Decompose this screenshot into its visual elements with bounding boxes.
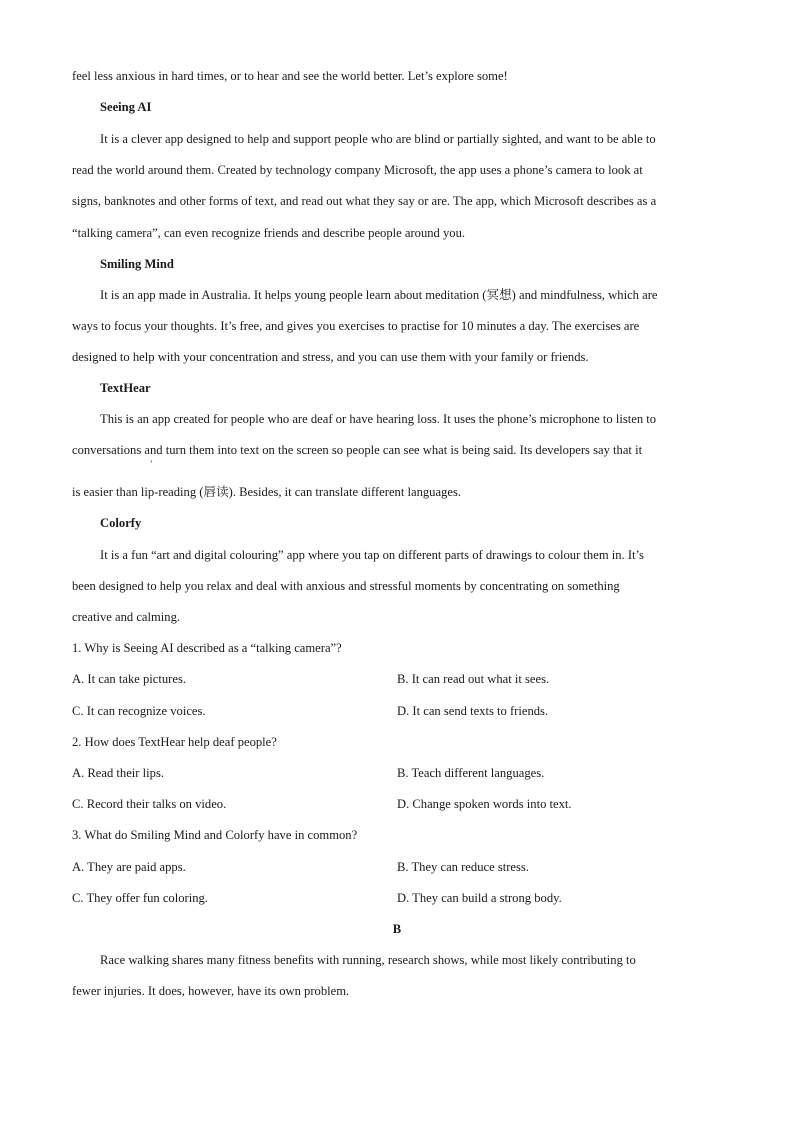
intro-tail: feel less anxious in hard times, or to hear and see the world better. Let’s explore some! bbox=[72, 69, 508, 83]
app-text-line: creative and calming. bbox=[72, 610, 181, 624]
app-text-line: “talking camera”, can even recognize friends and describe people around you. bbox=[72, 226, 466, 240]
app-title-smiling-mind: Smiling Mind bbox=[100, 257, 174, 271]
passage-line: Race walking shares many fitness benefits with running, research shows, while most likely contributing to bbox=[100, 953, 636, 967]
app-title-colorfy: Colorfy bbox=[100, 516, 142, 530]
question-stem: 1. Why is Seeing AI described as a “talking camera”? bbox=[72, 641, 342, 655]
app-text-line: ways to focus your thoughts. It’s free, and gives you exercises to practise for 10 minutes a day. The exercises are bbox=[72, 319, 640, 333]
answer-option[interactable]: B. Teach different languages. bbox=[397, 766, 545, 780]
answer-option[interactable]: D. It can send texts to friends. bbox=[397, 704, 549, 718]
section-heading: B bbox=[392, 922, 402, 936]
app-text-line: signs, banknotes and other forms of text, and read out what they say or are. The app, which Microsoft describes as a bbox=[72, 194, 657, 208]
app-text-line: been designed to help you relax and deal with anxious and stressful moments by concentrating on something bbox=[72, 579, 620, 593]
passage-line: fewer injuries. It does, however, have its own problem. bbox=[72, 984, 350, 998]
answer-option[interactable]: A. They are paid apps. bbox=[72, 860, 186, 874]
app-text-line: designed to help with your concentration and stress, and you can use them with your family or friends. bbox=[72, 350, 589, 364]
answer-option[interactable]: C. Record their talks on video. bbox=[72, 797, 227, 811]
app-title-seeing-ai: Seeing AI bbox=[100, 100, 152, 114]
app-title-texthear: TextHear bbox=[100, 381, 151, 395]
app-text-line: is easier than lip-reading (唇读). Besides, it can translate different languages. bbox=[72, 485, 461, 499]
answer-option[interactable]: B. They can reduce stress. bbox=[397, 860, 529, 874]
app-text-line: It is a clever app designed to help and support people who are blind or partially sighted, and want to be able to bbox=[100, 132, 656, 146]
answer-option[interactable]: D. Change spoken words into text. bbox=[397, 797, 572, 811]
app-text-line: It is an app made in Australia. It helps young people learn about meditation (冥想) and mindfulness, which are bbox=[100, 288, 658, 302]
question-stem: 2. How does TextHear help deaf people? bbox=[72, 735, 277, 749]
stray-mark: ’ bbox=[150, 459, 153, 469]
answer-option[interactable]: A. Read their lips. bbox=[72, 766, 164, 780]
app-text-line: conversations and turn them into text on the screen so people can see what is being said. Its developers say that it bbox=[72, 443, 643, 457]
answer-option[interactable]: B. It can read out what it sees. bbox=[397, 672, 550, 686]
answer-option[interactable]: C. They offer fun coloring. bbox=[72, 891, 208, 905]
answer-option[interactable]: A. It can take pictures. bbox=[72, 672, 186, 686]
app-text-line: It is a fun “art and digital colouring” app where you tap on different parts of drawings to colour them in. It’s bbox=[100, 548, 644, 562]
question-stem: 3. What do Smiling Mind and Colorfy have in common? bbox=[72, 828, 358, 842]
answer-option[interactable]: C. It can recognize voices. bbox=[72, 704, 206, 718]
app-text-line: This is an app created for people who are deaf or have hearing loss. It uses the phone’s microphone to listen to bbox=[100, 412, 657, 426]
answer-option[interactable]: D. They can build a strong body. bbox=[397, 891, 562, 905]
app-text-line: read the world around them. Created by technology company Microsoft, the app uses a phone’s camera to look at bbox=[72, 163, 643, 177]
